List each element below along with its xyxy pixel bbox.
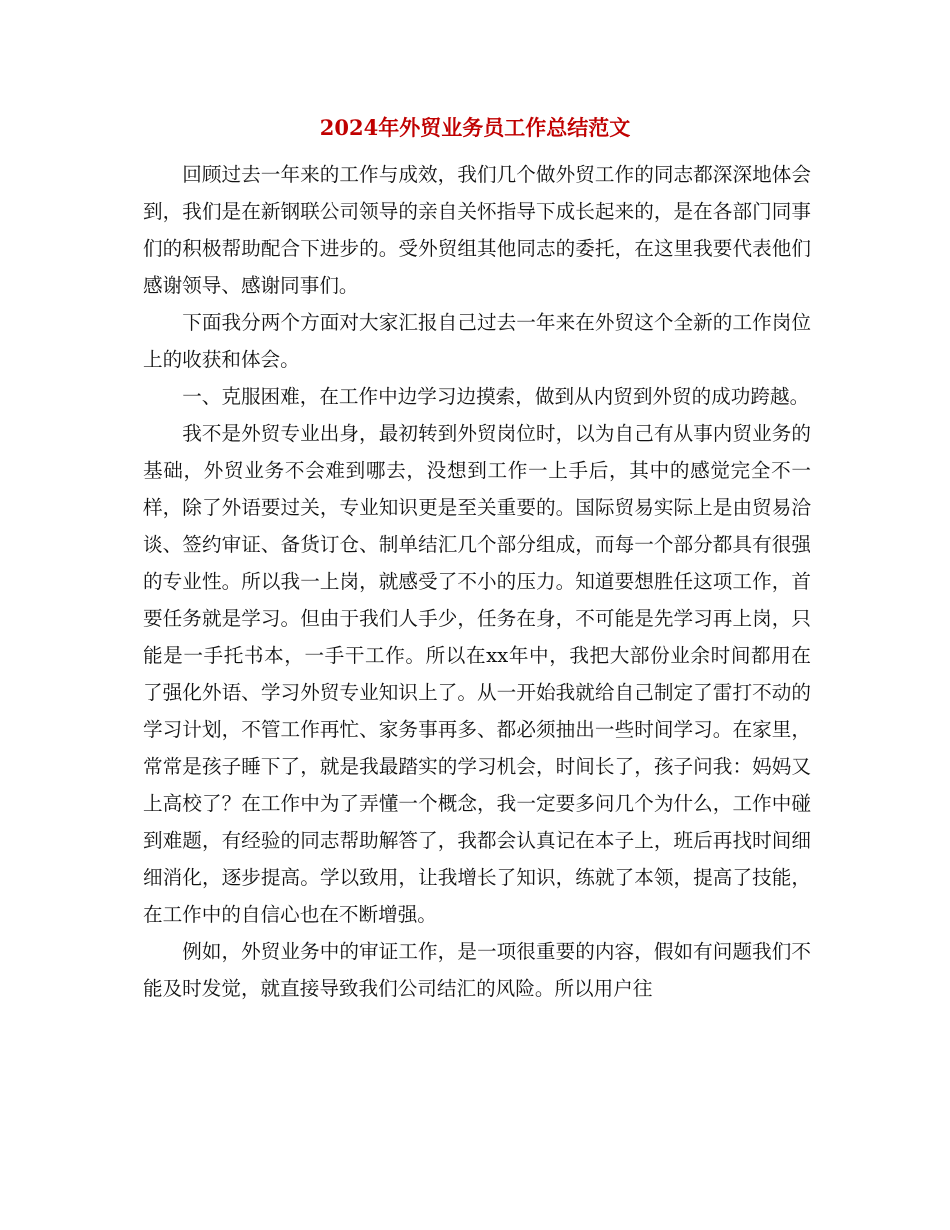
paragraph-overview: 下面我分两个方面对大家汇报自己过去一年来在外贸这个全新的工作岗位上的收获和体会。 — [143, 311, 811, 371]
document-body — [143, 156, 811, 1007]
document-title: 2024年外贸业务员工作总结范文 — [319, 115, 631, 140]
paragraph-learning: 我不是外贸专业出身，最初转到外贸岗位时，以为自己有从事内贸业务的基础，外贸业务不会难到哪去，没想到工作一上手后，其中的感觉完全不一样，除了外语要过关，专业知识更是至关重要的。国际贸易实际上是由贸易洽谈、签约审证、备货订仓、制单结汇几个部分组成，而每一个部分都具有很强的专业性。所以我一上岗，就感受了不小的压力。知道要想胜任这项工作，首要任务就是学习。但由于我们人手少，任务在身，不可能是先学习再上岗，只能是一手托书本，一手干工作。所以在xx年中，我把大部份业余时间都用在了强化外语、学习外贸专业知识上了。从一开始我就给自己制定了雷打不动的学习计划，不管工作再忙、家务事再多、都必须抽出一些时间学习。在家里，常常是孩子睡下了，就是我最踏实的学习机会，时间长了，孩子问我：妈妈又上高校了？在工作中为了弄懂一个概念，我一定要多问几个为什么，工作中碰到难题，有经验的同志帮助解答了，我都会认真记在本子上，班后再找时间细细消化，逐步提高。学以致用，让我增长了知识，练就了本领，提高了技能，在工作中的自信心也在不断增强。 — [143, 422, 811, 926]
paragraph-intro: 回顾过去一年来的工作与成效，我们几个做外贸工作的同志都深深地体会到，我们是在新钢联公司领导的亲自关怀指导下成长起来的，是在各部门同事们的积极帮助配合下进步的。受外贸组其他同志的委托，在这里我要代表他们感谢领导、感谢同事们。 — [143, 163, 811, 297]
paragraph-example: 例如，外贸业务中的审证工作，是一项很重要的内容，假如有问题我们不能及时发觉，就直接导致我们公司结汇的风险。所以用户往 — [143, 940, 811, 1000]
section-heading-1: 一、克服困难，在工作中边学习边摸索，做到从内贸到外贸的成功跨越。 — [182, 385, 810, 408]
